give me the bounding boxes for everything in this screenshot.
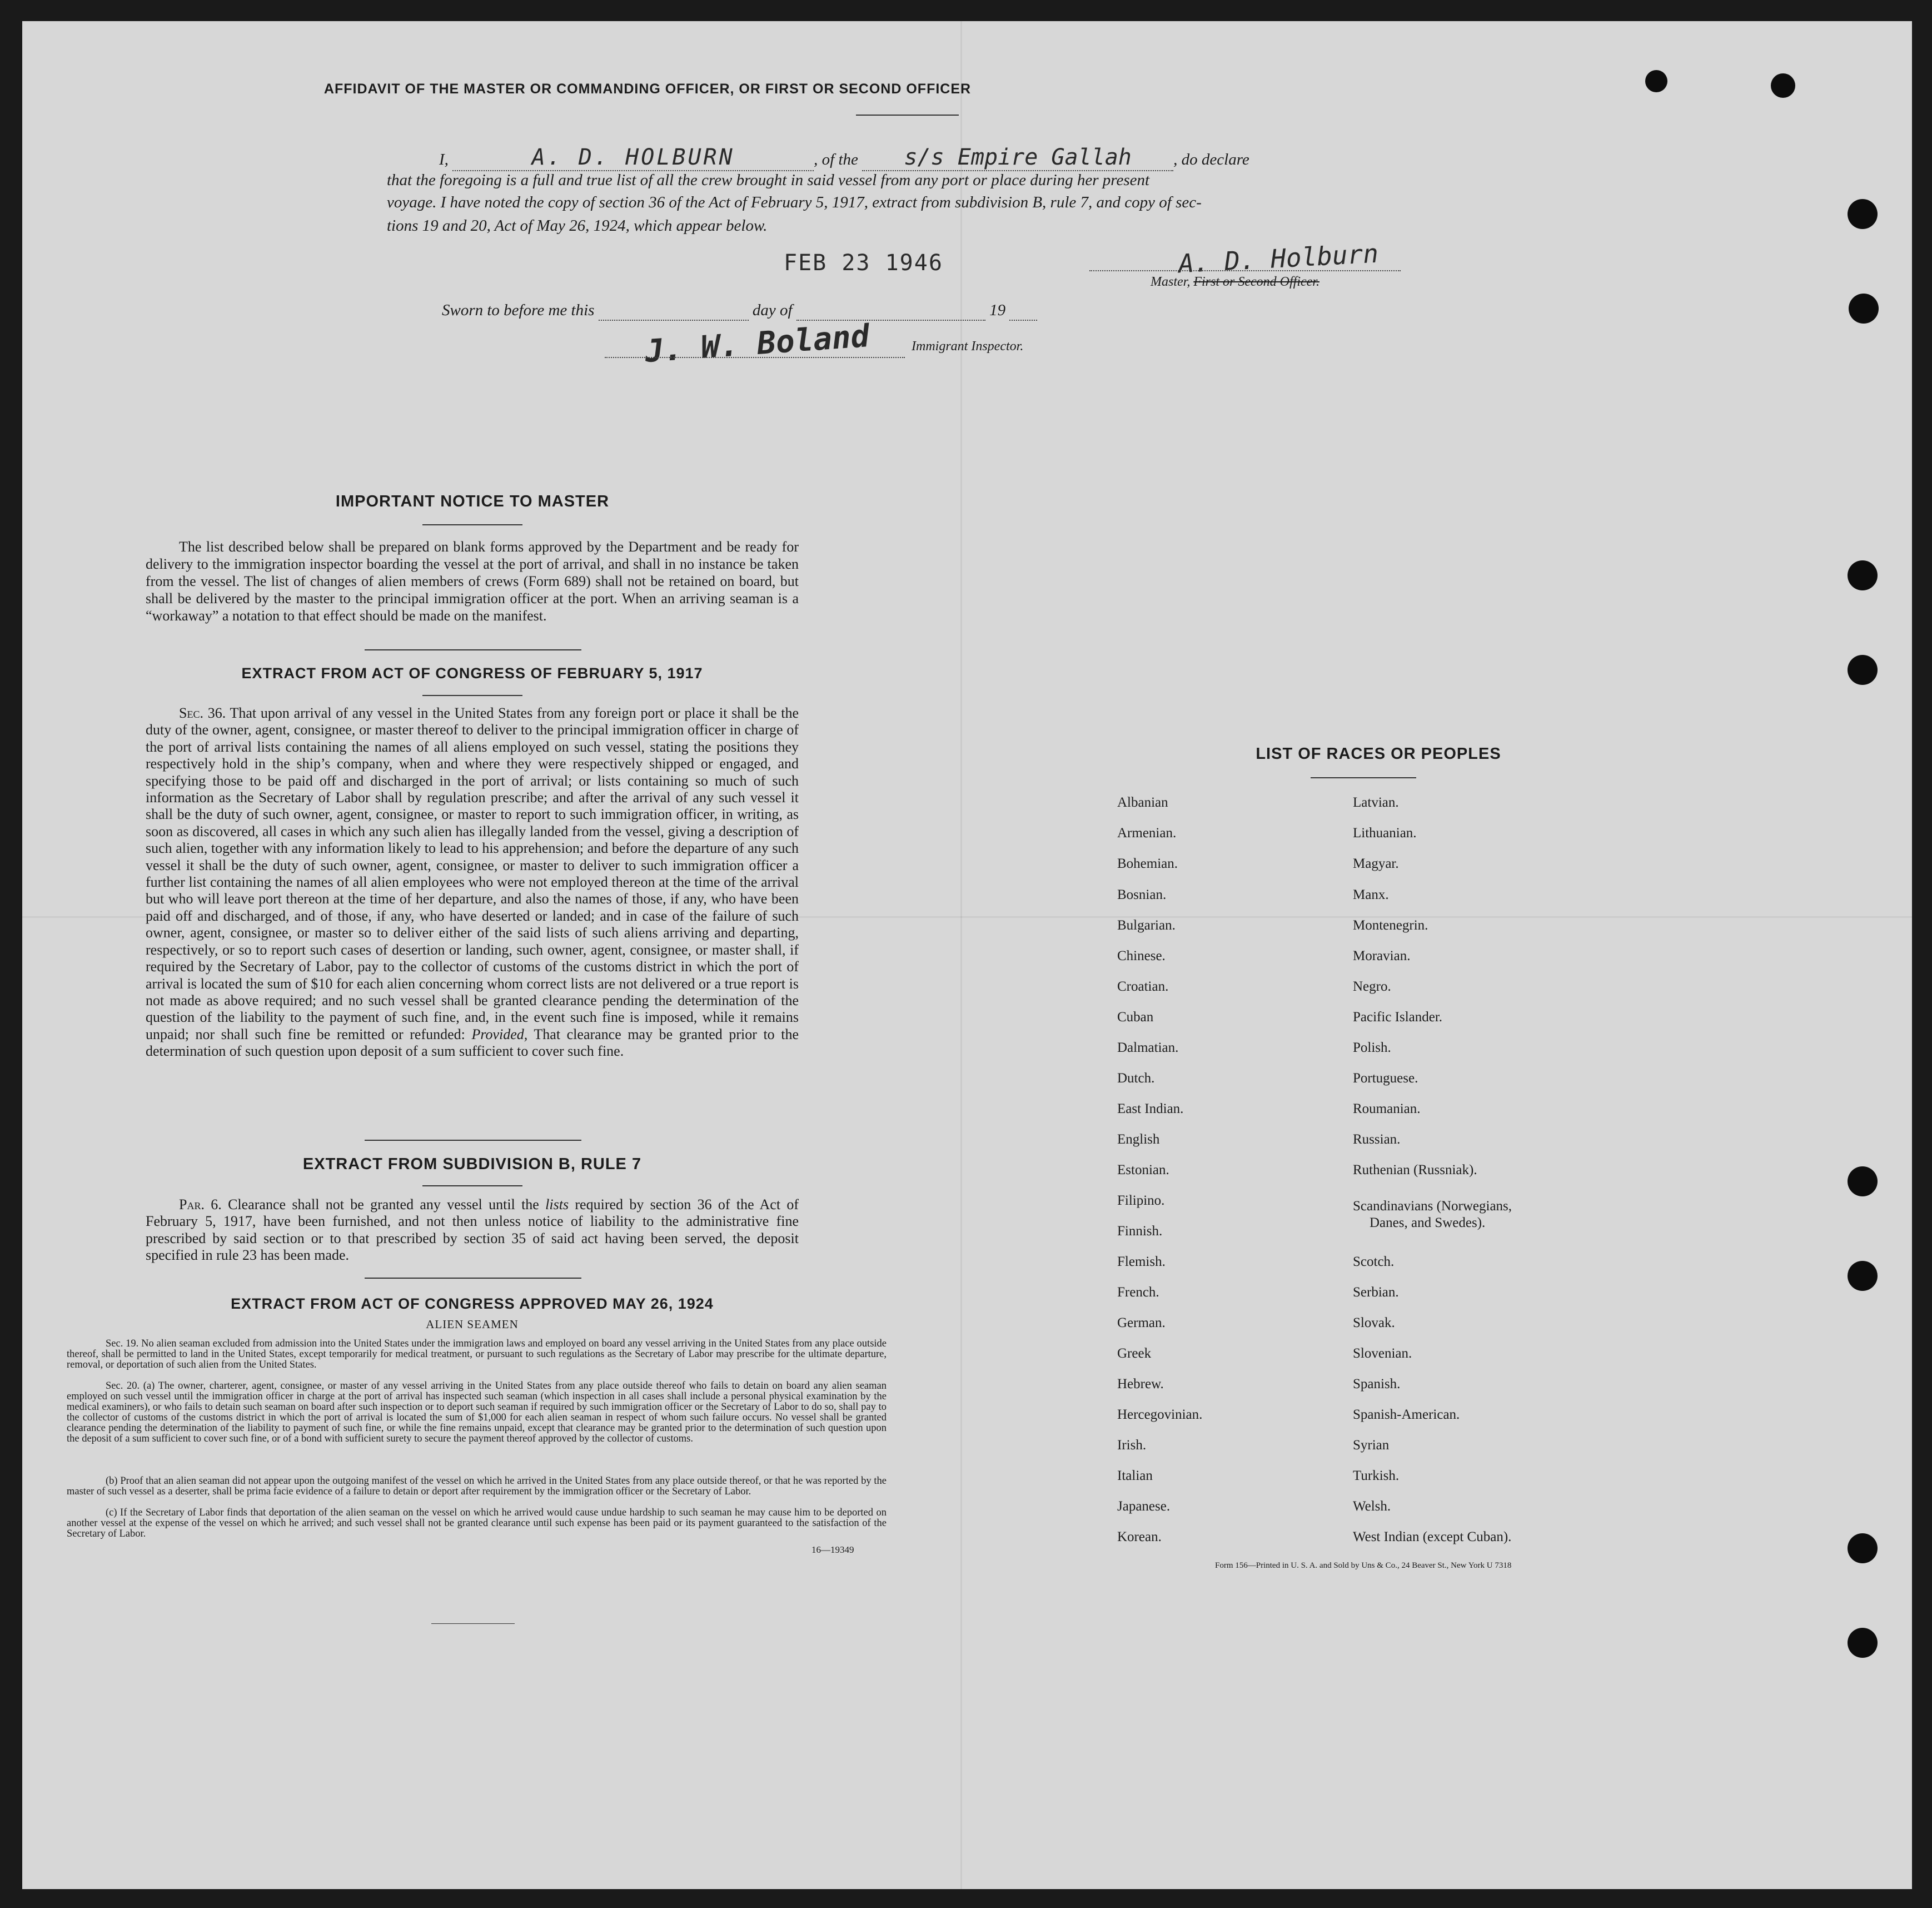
punch-hole xyxy=(1645,70,1667,92)
sworn-day-field xyxy=(599,301,749,321)
race-item: Bulgarian. xyxy=(1117,918,1176,933)
race-item: Spanish-American. xyxy=(1353,1407,1460,1422)
race-item: Portuguese. xyxy=(1353,1071,1418,1086)
section-divider xyxy=(365,649,581,650)
section-divider xyxy=(365,1140,581,1141)
race-item: Croatian. xyxy=(1117,979,1169,994)
race-item: Polish. xyxy=(1353,1040,1391,1055)
do-declare-label: , do declare xyxy=(1173,151,1249,168)
of-the-label: , of the xyxy=(814,151,858,168)
race-item: Roumanian. xyxy=(1353,1101,1421,1116)
race-item: Serbian. xyxy=(1353,1285,1399,1300)
form-number: 16—19349 xyxy=(811,1544,854,1555)
closing-divider xyxy=(431,1623,515,1624)
race-item: Flemish. xyxy=(1117,1254,1166,1269)
notice-title: IMPORTANT NOTICE TO MASTER xyxy=(335,493,610,510)
race-item: Slovak. xyxy=(1353,1315,1395,1330)
race-item: Scotch. xyxy=(1353,1254,1395,1269)
race-item: Hebrew. xyxy=(1117,1377,1164,1392)
inspector-label: Immigrant Inspector. xyxy=(912,339,1024,354)
race-item: Welsh. xyxy=(1353,1499,1391,1514)
race-item: Filipino. xyxy=(1117,1193,1165,1208)
sec-19-text: Sec. 19. No alien seaman excluded from admission into the United States under the immigration laws and employed on board any vessel arriving in the United States from any place outside thereof, shall be permitted to land in the United States, except temporarily for medical treatment, or pursuant to such regulations as the Secretary of Labor may prescribe for the ultimate departure, removal, or deportation of such alien from the United States. xyxy=(67,1338,887,1370)
punch-hole xyxy=(1848,1261,1878,1291)
race-item: Spanish. xyxy=(1353,1377,1401,1392)
race-item: German. xyxy=(1117,1315,1166,1330)
date-stamp: FEB 23 1946 xyxy=(784,250,943,276)
race-item: English xyxy=(1117,1132,1160,1147)
affidavit-line-4: tions 19 and 20, Act of May 26, 1924, which appear below. xyxy=(387,217,768,235)
race-item: Finnish. xyxy=(1117,1224,1163,1239)
races-title: LIST OF RACES OR PEOPLES xyxy=(1256,745,1501,763)
section-divider xyxy=(365,1278,581,1279)
extract-1917-title: EXTRACT FROM ACT OF CONGRESS OF FEBRUARY 5, 1917 xyxy=(241,665,703,682)
sec-36-proviso: That clearance may be granted prior to the determination of such question upon deposit of a sum sufficient to cover such fine. xyxy=(146,1026,799,1060)
rule-7-rule xyxy=(422,1185,522,1186)
race-item: Lithuanian. xyxy=(1353,826,1417,841)
race-item: Italian xyxy=(1117,1468,1153,1483)
punch-hole xyxy=(1848,655,1878,685)
extract-1917-rule xyxy=(422,695,522,696)
race-item: Manx. xyxy=(1353,887,1389,902)
race-item: Syrian xyxy=(1353,1438,1390,1453)
affidavit-line-1 xyxy=(439,145,1456,171)
affidavit-title: AFFIDAVIT OF THE MASTER OR COMMANDING OFFICER, OR FIRST OR SECOND OFFICER xyxy=(323,81,972,97)
affidavit-line-2: that the foregoing is a full and true list of all the crew brought in said vessel from any port or place during her present xyxy=(387,171,1150,189)
master-label: Master, xyxy=(1151,275,1191,289)
race-item: Armenian. xyxy=(1117,826,1177,841)
par-6-text-a: Clearance shall not be granted any vessel until the xyxy=(228,1196,539,1213)
race-item: Japanese. xyxy=(1117,1499,1171,1514)
notice-rule xyxy=(422,524,522,525)
i-label: I, xyxy=(439,151,449,168)
race-item: Bohemian. xyxy=(1117,856,1178,871)
race-item: Irish. xyxy=(1117,1438,1147,1453)
day-of-label: day of xyxy=(752,301,793,319)
rule-7-body xyxy=(146,1196,799,1264)
sworn-line xyxy=(442,301,1037,321)
race-item: West Indian (except Cuban). xyxy=(1353,1529,1512,1544)
race-item: Turkish. xyxy=(1353,1468,1400,1483)
alien-seamen-subtitle: ALIEN SEAMEN xyxy=(426,1318,519,1331)
race-item: Moravian. xyxy=(1353,948,1411,963)
race-item: Estonian. xyxy=(1117,1162,1169,1177)
race-item: Albanian xyxy=(1117,795,1168,810)
sworn-year-field xyxy=(1009,301,1037,321)
punch-hole xyxy=(1848,1533,1878,1563)
sec-36-text: That upon arrival of any vessel in the United States from any foreign port or place it shall be the duty of the owner, agent, consignee, or master thereof to deliver to the principal immigration officer in charge of the port of arrival lists containing the names of all aliens employed on such vessel, stating the positions they respectively hold in the ship’s company, when and where they were respectively shipped or engaged, and specifying those to be paid off and discharged in the port of arrival; or lists containing so much of such information as the Secretary of Labor shall by regulation prescribe; and after the arrival of any such vessel it shall be the duty of such owner, agent, consignee, or master to report to such immigration officer, in writing, as soon as discovered, all cases in which any such alien has illegally landed from the vessel, giving a description of such alien, together with any information likely to lead to his apprehension; and before the departure of any such vessel it shall be the duty of such owner, agent, consignee, or master to deliver to such immigration officer a further list containing the names of all alien employees who were not employed thereon at the time of the arrival but who will leave port thereon at the time of her departure, and also the names of those, if any, who have been paid off and discharged, and of those, if any, who have deserted or landed; and in case of the failure of such owner, agent, consignee, or master so to deliver either of the said lists of such aliens arriving and departing, respectively, or so to report such cases of desertion or landing, such owner, agent, consignee, or master shall, if required by the Secretary of Labor, pay to the collector of customs of the customs district in which the port of arrival is located the sum of $10 for each alien concerning whom correct lists are not delivered or a true report is not made as above required; and no such vessel shall be granted clearance pending the determination of the question of the liability to the payment of such fine, and, in the event such fine is imposed, while it remains unpaid; nor shall such fine be remitted or refunded: xyxy=(146,705,799,1042)
provided-label: Provided, xyxy=(471,1026,528,1042)
race-item: Dalmatian. xyxy=(1117,1040,1179,1055)
race-item: Negro. xyxy=(1353,979,1391,994)
master-name-field: A. D. HOLBURN xyxy=(452,145,814,171)
punch-hole xyxy=(1848,1166,1878,1196)
sec-36-label: Sec. 36. xyxy=(179,705,226,721)
document-page xyxy=(22,21,1912,1889)
extract-1917-body xyxy=(146,705,799,1060)
punch-hole xyxy=(1848,560,1878,590)
race-item: Pacific Islander. xyxy=(1353,1010,1443,1025)
par-6-label: Par. 6. xyxy=(179,1196,222,1213)
race-item: Cuban xyxy=(1117,1010,1154,1025)
sec-20c-text: (c) If the Secretary of Labor finds that deportation of the alien seaman on the vessel on which he arrived would cause undue hardship to such seaman he may cause him to be deported on another vessel at the expense of the vessel on which he arrived; and such vessel shall not be granted clearance until such expense has been paid or its payment guaranteed to the satisfaction of the Secretary of Labor. xyxy=(67,1507,887,1539)
year-prefix-label: 19 xyxy=(989,301,1006,319)
rule-7-title: EXTRACT FROM SUBDIVISION B, RULE 7 xyxy=(302,1155,642,1173)
races-rule xyxy=(1311,777,1416,778)
par-6-text-b: required by section 36 of the Act of February 5, 1917, have been furnished, and not then unless notice of liability to the administrative fine prescribed by said section or to that prescribed by section 35 of said act having been served, the deposit specified in rule 23 has been made. xyxy=(146,1196,799,1264)
master-title-label xyxy=(1151,275,1319,290)
punch-hole xyxy=(1848,1628,1878,1658)
form-footer: Form 156—Printed in U. S. A. and Sold by Uns & Co., 24 Beaver St., New York U 7318 xyxy=(1215,1561,1512,1570)
master-signature-line xyxy=(1089,270,1401,271)
sworn-month-field xyxy=(796,301,985,321)
race-item: Montenegrin. xyxy=(1353,918,1428,933)
race-item: French. xyxy=(1117,1285,1159,1300)
race-item: Latvian. xyxy=(1353,795,1399,810)
sec-20a-text: Sec. 20. (a) The owner, charterer, agent, consignee, or master of any vessel arriving in the United States from any place outside thereof who fails to detain on board any alien seaman employed on such vessel until the immigration officer in charge at the port of arrival has inspected such seaman (which inspection in all cases shall include a personal physical examination by the medical examiners), or who fails to detain such seaman on board after such inspection or to deport such seaman if required by such immigration officer or the Secretary of Labor to do so, shall pay to the collector of customs of the customs district in which the port of arrival is located the sum of $1,000 for each alien seaman in respect of whom such failure occurs. No vessel shall be granted clearance pending the determination of the liability to payment of such fine, or while the fine remains unpaid, except that clearance may be granted prior to the determination of such question upon the deposit of a sum sufficient to cover such fine, or of a bond with sufficient surety to secure the payment thereof approved by the collector of customs. xyxy=(67,1380,887,1444)
race-item: East Indian. xyxy=(1117,1101,1184,1116)
extract-1924-title: EXTRACT FROM ACT OF CONGRESS APPROVED MAY 26, 1924 xyxy=(231,1295,714,1312)
punch-hole xyxy=(1848,199,1878,229)
punch-hole xyxy=(1849,294,1879,324)
race-item: Russian. xyxy=(1353,1132,1401,1147)
race-item: Korean. xyxy=(1117,1529,1162,1544)
title-rule xyxy=(856,115,959,116)
race-item: Slovenian. xyxy=(1353,1346,1412,1361)
master-signature: A. D. Holburn xyxy=(1177,238,1380,279)
lists-word: lists xyxy=(545,1196,569,1213)
race-item: Greek xyxy=(1117,1346,1152,1361)
sworn-label: Sworn to before me this xyxy=(442,301,595,319)
race-item: Hercegovinian. xyxy=(1117,1407,1203,1422)
affidavit-line-3: voyage. I have noted the copy of section 36 of the Act of February 5, 1917, extract from subdivision B, rule 7, and copy of sec- xyxy=(387,193,1202,211)
inspector-signature: J. W. Boland xyxy=(644,317,871,370)
race-item: Scandinavians (Norwegians, xyxy=(1353,1199,1512,1214)
notice-body: The list described below shall be prepared on blank forms approved by the Department and be ready for delivery to the immigration inspector boarding the vessel at the port of arrival, and shall in no instance be taken from the vessel. The list of changes of alien members of crews (Form 689) shall not be retained on board, but shall be delivered by the master to the principal immigration officer at the port. When an arriving seaman is a “workaway” a notation to that effect should be made on the manifest. xyxy=(146,539,799,624)
struck-officer-label: First or Second Officer. xyxy=(1193,275,1319,289)
race-item: Bosnian. xyxy=(1117,887,1167,902)
race-item: Ruthenian (Russniak). xyxy=(1353,1162,1477,1177)
race-item: Chinese. xyxy=(1117,948,1166,963)
race-item: Danes, and Swedes). xyxy=(1370,1215,1486,1230)
race-item: Dutch. xyxy=(1117,1071,1155,1086)
inspector-signature-line xyxy=(605,357,905,358)
race-item: Magyar. xyxy=(1353,856,1399,871)
sec-20b-text: (b) Proof that an alien seaman did not appear upon the outgoing manifest of the vessel on which he arrived in the United States from any place outside thereof, or that he was reported by the master of such vessel as a deserter, shall be prima facie evidence of a failure to detain or deport after requirement by the immigration officer or the Secretary of Labor. xyxy=(67,1475,887,1497)
punch-hole xyxy=(1771,73,1795,98)
vessel-name-field: s/s Empire Gallah xyxy=(862,145,1173,171)
